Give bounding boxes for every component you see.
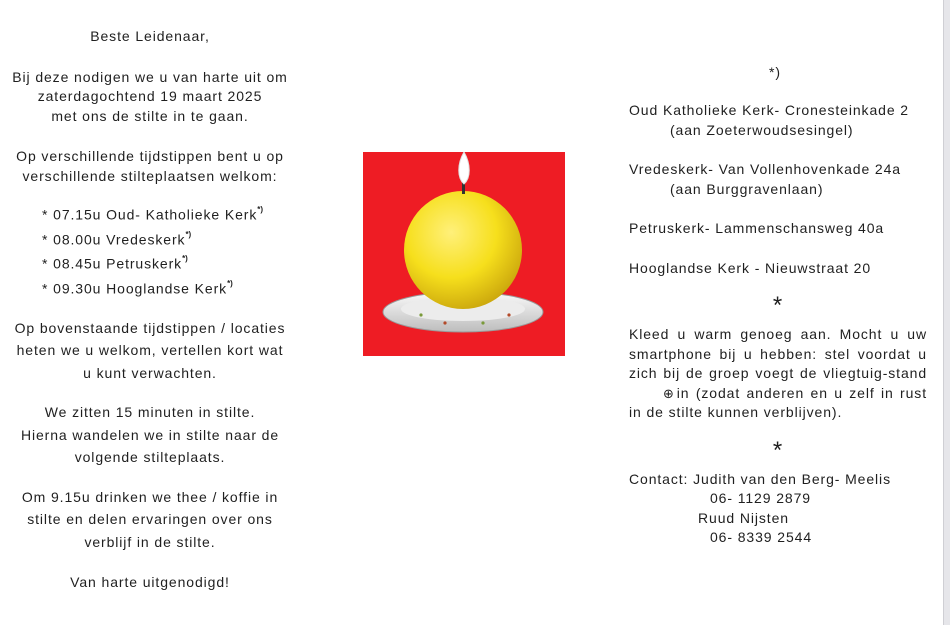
greeting: Beste Leidenaar, [90, 28, 210, 44]
contact-label: Contact: Judith van den Berg- Meelis [629, 470, 891, 487]
footnote-mark: *) [185, 229, 192, 239]
page-edge [944, 0, 950, 625]
location-line: Vredeskerk- Van Vollenhovenkade 24a [629, 161, 901, 177]
schedule-list [0, 201, 300, 300]
footnote-mark: *) [227, 278, 233, 288]
separator-star: * [772, 436, 784, 464]
intro-line: Bij deze nodigen we u van harte uit om [12, 68, 288, 85]
silence-line: Hierna wandelen we in stilte naar de [20, 426, 280, 443]
welcome-line: u kunt verwachten. [83, 364, 217, 381]
intro-line: met ons de stilte in te gaan. [51, 107, 249, 124]
contact-name: Ruud Nijsten [698, 509, 789, 526]
candle-photo [363, 152, 565, 356]
airplane-mode-icon: ⊕ [663, 385, 675, 401]
schedule-item: * 09.30u Hooglandse Kerk*) [42, 278, 233, 297]
tea-line: Om 9.15u drinken we thee / koffie in [21, 488, 279, 505]
footnote-mark: *) [257, 205, 263, 214]
intro-line: zaterdagochtend 19 maart 2025 [37, 88, 263, 104]
places-intro-line: Op verschillende tijdstippen bent u op [16, 148, 284, 164]
invitation-left-column [0, 27, 300, 593]
welcome-line: Op bovenstaande tijdstippen / locaties [14, 319, 286, 336]
locations-right-column [629, 60, 927, 548]
separator-star: * [772, 292, 784, 319]
places-intro-line: verschillende stilteplaatsen welkom: [22, 167, 278, 184]
footnote-heading: *) [769, 64, 781, 80]
location-line: Hooglandse Kerk - Nieuwstraat 20 [629, 259, 872, 276]
location-subline: (aan Burggravenlaan) [670, 180, 824, 197]
footnote-mark: *) [182, 254, 188, 264]
silence-line: We zitten 15 minuten in stilte. [44, 404, 256, 421]
location-line: Oud Katholieke Kerk- Cronesteinkade 2 [629, 102, 909, 118]
schedule-item: * 08.45u Petruskerk*) [42, 254, 188, 272]
location-line: Petruskerk- Lammenschansweg 40a [629, 220, 885, 236]
schedule-item: * 08.00u Vredeskerk*) [42, 229, 192, 248]
tea-line: stilte en delen ervaringen over ons [27, 511, 273, 528]
contact-phone: 06- 8339 2544 [710, 529, 813, 545]
candle-ball [404, 191, 522, 309]
schedule-item: * 07.15u Oud- Katholieke Kerk*) [42, 205, 263, 223]
closing-line: Van harte uitgenodigd! [70, 574, 230, 591]
tea-line: verblijf in de stilte. [84, 533, 216, 550]
advice-paragraph: Kleed u warm genoeg aan. Mocht u uw smartphone bij u hebben: stel voordat u zich bij de groep voegt de vliegtuig-stand⊕ in (zodat anderen en u zelf in rust in de stilte kunnen verblijven). [629, 326, 927, 420]
contact-phone: 06- 1129 2879 [710, 490, 811, 506]
welcome-line: heten we u welkom, vertellen kort wat [16, 342, 284, 359]
location-subline: (aan Zoeterwoudsesingel) [670, 121, 854, 138]
silence-line: volgende stilteplaats. [74, 449, 226, 466]
